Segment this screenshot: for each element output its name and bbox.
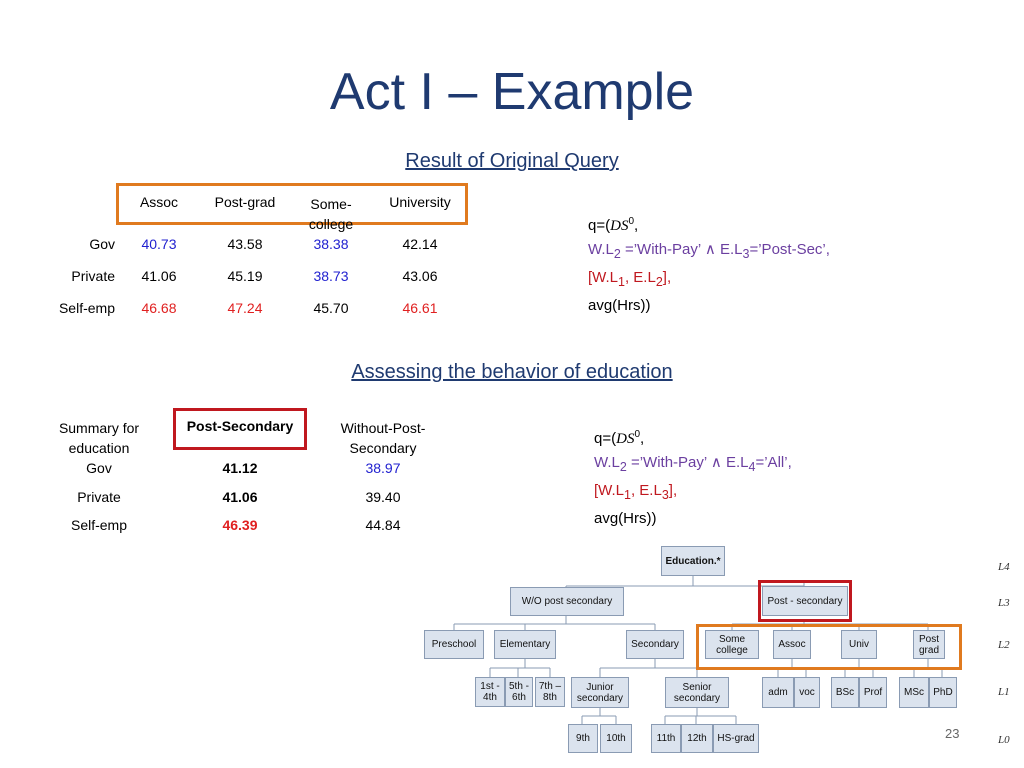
tree-node-adm: adm — [762, 677, 794, 708]
col-header-assoc: Assoc — [139, 194, 179, 210]
query1-line2-sub2: 3 — [742, 247, 750, 261]
tree-node-5th-6th: 5th - 6th — [505, 677, 533, 707]
tree-node-9th: 9th — [568, 724, 598, 753]
query2-line3-sub1: 1 — [624, 488, 631, 502]
tree-node-post-secondary: Post - secondary — [762, 586, 848, 616]
col-header-somecollege: Some- college — [308, 196, 354, 232]
table1-row-label: Gov — [89, 236, 115, 252]
query1-line2-end: =’Post-Sec’, — [749, 241, 830, 258]
tree-node-assoc: Assoc — [773, 630, 811, 659]
tree-node-elementary: Elementary — [494, 630, 556, 659]
slide-title: Act I – Example — [329, 63, 695, 121]
table2-cell-postsecondary: 46.39 — [222, 517, 258, 533]
query2-line1: q=( — [594, 430, 617, 447]
tree-node-some-college: Some college — [705, 630, 759, 659]
col-header-postgrad: Post-grad — [214, 194, 276, 210]
tree-node-wo-post-secondary: W/O post secondary — [510, 587, 624, 616]
table2-cell-withoutpost: 44.84 — [365, 517, 401, 533]
table1-row-label: Private — [71, 268, 115, 284]
query1-line3-close: ], — [662, 269, 672, 286]
tree-node-secondary: Secondary — [626, 630, 684, 659]
table2-cell-withoutpost: 39.40 — [365, 489, 401, 505]
table1-cell: 38.38 — [313, 236, 349, 252]
query2-line2-prefix: W.L — [594, 454, 620, 471]
query2-line3-open: [W.L — [594, 482, 625, 499]
table1-cell: 46.68 — [141, 300, 177, 316]
tree-node-10th: 10th — [600, 724, 632, 753]
query2-line3-close: ], — [668, 482, 678, 499]
query2-line2-sub2: 4 — [748, 460, 756, 474]
query1-line3-open: [W.L — [588, 269, 619, 286]
query2-line2-mid: =’With-Pay’ ∧ E.L — [626, 454, 749, 471]
query2-ds-sup: 0 — [634, 429, 641, 440]
tree-node-senior-secondary: Senior secondary — [665, 677, 729, 708]
tree-node-preschool: Preschool — [424, 630, 484, 659]
query1-ds-sup: 0 — [628, 216, 635, 227]
query2-line2-sub1: 2 — [619, 460, 627, 474]
query2-line2-end: =’All’, — [755, 454, 792, 471]
query1-line3-sub1: 1 — [618, 275, 625, 289]
table1-cell: 38.73 — [313, 268, 349, 284]
level-label-l2: L2 — [998, 639, 1010, 651]
col-header-withoutpost: Without-Post-Secondary — [340, 420, 426, 456]
query2-line1-end: , — [640, 430, 645, 447]
tree-node-1st-4th: 1st - 4th — [475, 677, 505, 707]
section1-heading: Result of Original Query — [405, 150, 619, 172]
table1-row-label: Self-emp — [58, 300, 115, 316]
level-label-l3: L3 — [998, 597, 1010, 609]
table2-cell-withoutpost: 38.97 — [365, 460, 401, 476]
query1-line3-mid: , E.L — [624, 269, 656, 286]
highlight-box-tree-post-secondary — [758, 580, 852, 622]
table1-cell: 43.58 — [227, 236, 263, 252]
col-header-university: University — [389, 194, 451, 210]
tree-node-univ: Univ — [841, 630, 877, 659]
tree-node-phd: PhD — [929, 677, 957, 708]
table1-cell: 43.06 — [402, 268, 438, 284]
query1-ds: DS — [610, 218, 629, 234]
tree-node-msc: MSc — [899, 677, 929, 708]
summary-label: Summary for education — [58, 420, 140, 456]
tree-node-bsc: BSc — [831, 677, 859, 708]
tree-node-post-grad: Post grad — [913, 630, 945, 659]
table1-cell: 40.73 — [141, 236, 177, 252]
table1-cell: 42.14 — [402, 236, 438, 252]
tree-node-7th-8th: 7th – 8th — [535, 677, 565, 707]
query2-ds: DS — [616, 431, 635, 447]
query2-line3-mid: , E.L — [630, 482, 662, 499]
tree-node-junior-secondary: Junior secondary — [571, 677, 629, 708]
query1-line2-mid: =’With-Pay’ ∧ E.L — [620, 241, 743, 258]
tree-node-11th: 11th — [651, 724, 681, 753]
table2-row-label: Private — [77, 489, 121, 505]
query1-line3-sub2: 2 — [655, 275, 663, 289]
query2-line4: avg(Hrs)) — [594, 510, 657, 527]
level-label-l1: L1 — [998, 686, 1010, 698]
query2-line3-sub2: 3 — [661, 488, 669, 502]
table1-cell: 47.24 — [227, 300, 263, 316]
table1-cell: 45.19 — [227, 268, 263, 284]
tree-node-prof: Prof — [859, 677, 887, 708]
table2-cell-postsecondary: 41.12 — [222, 460, 258, 476]
table1-cell: 45.70 — [313, 300, 349, 316]
col-header-postsecondary: Post-Secondary — [186, 418, 294, 434]
tree-node-voc: voc — [794, 677, 820, 708]
query1-line4: avg(Hrs)) — [588, 297, 651, 314]
section2-heading: Assessing the behavior of education — [351, 361, 673, 383]
level-label-l4: L4 — [998, 561, 1010, 573]
level-label-l0: L0 — [998, 734, 1010, 746]
table1-cell: 41.06 — [141, 268, 177, 284]
query1-line2-prefix: W.L — [588, 241, 614, 258]
query1-line1: q=( — [588, 217, 611, 234]
page-number: 23 — [945, 726, 960, 741]
tree-node-hs-grad: HS-grad — [713, 724, 759, 753]
table2-row-label: Self-emp — [70, 517, 128, 533]
table2-cell-postsecondary: 41.06 — [222, 489, 258, 505]
tree-node-12th: 12th — [681, 724, 713, 753]
table1-cell: 46.61 — [402, 300, 438, 316]
query1-line1-end: , — [634, 217, 639, 234]
query1-line2-sub1: 2 — [613, 247, 621, 261]
table2-row-label: Gov — [86, 460, 112, 476]
tree-node-education: Education.* — [661, 546, 725, 576]
